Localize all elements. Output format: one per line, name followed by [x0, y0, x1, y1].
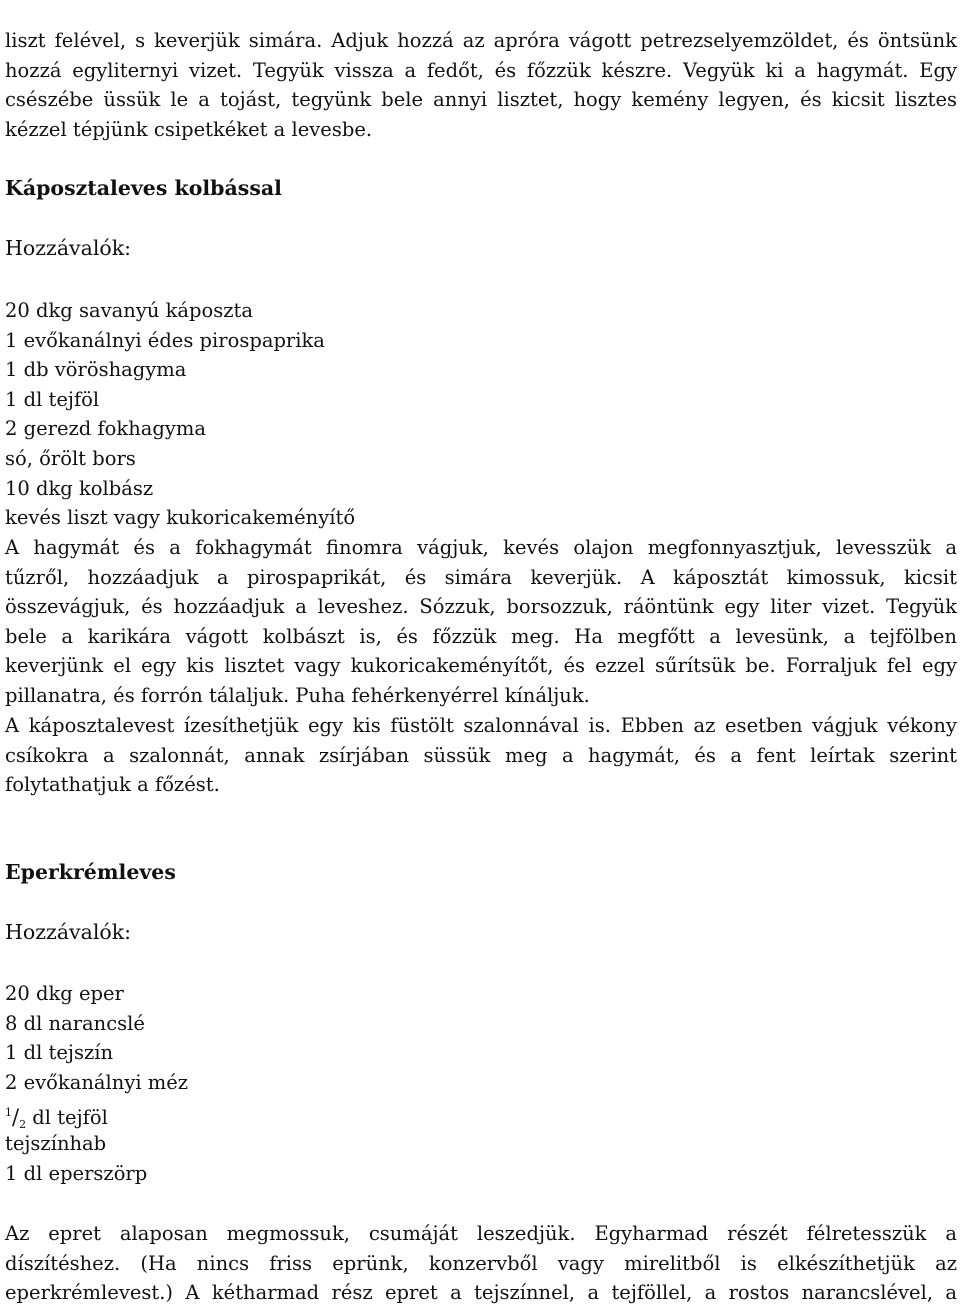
ingredient-item: 1 dl eperszörp — [5, 1161, 148, 1185]
fraction-denominator: 2 — [19, 1118, 27, 1132]
tip-line: csíkokra a szalonnát, annak zsírjában süssük meg a hagymát, és a fent leírtak szerint — [5, 743, 957, 767]
intro-line: hozzá egyliternyi vizet. Tegyük vissza a fedőt, és főzzük készre. Vegyük ki a hagymát. Egy — [5, 58, 957, 82]
tip-line: A káposztalevest ízesíthetjük egy kis füstölt szalonnával is. Ebben az esetben vágjuk vékony — [5, 714, 957, 737]
ingredients-label: Hozzávalók: — [5, 920, 132, 944]
method-line: pillanatra, és forrón tálaljuk. Puha fehérkenyérrel kínáljuk. — [5, 683, 590, 707]
ingredient-item: só, őrölt bors — [5, 446, 136, 470]
method-line: bele a karikára vágott kolbászt is, és főzzük meg. Ha megfőtt a levesünk, a tejfölben — [5, 624, 957, 648]
ingredient-item: 10 dkg kolbász — [5, 476, 154, 500]
ingredient-item: 1 dl tejszín — [5, 1041, 114, 1065]
intro-line: liszt felével, s keverjük simára. Adjuk hozzá az apróra vágott petrezselyemzöldet, és öntsünk — [5, 29, 957, 52]
intro-paragraph — [5, 26, 957, 144]
method-line: díszítéshez. (Ha nincs friss eprünk, konzervből vagy mirelitből is elkészíthetjük az — [5, 1251, 957, 1275]
method-line: eperkrémlevest.) A kétharmad rész epret a tejszínnel, a tejföllel, a rostos narancslével, a — [5, 1281, 957, 1305]
ingredient-item: kevés liszt vagy kukoricakeményítő — [5, 506, 356, 530]
method-line: tűzről, hozzáadjuk a pirospaprikát, és simára keverjük. A káposztát kimossuk, kicsit — [5, 565, 957, 589]
ingredient-item: 1 evőkanálnyi édes pirospaprika — [5, 328, 325, 352]
ingredient-list — [5, 979, 188, 1189]
intro-line: csészébe üssük le a tojást, tegyünk bele annyi lisztet, hogy kemény legyen, és kicsit lisztes — [5, 88, 957, 112]
ingredients-label: Hozzávalók: — [5, 236, 132, 260]
ingredient-item: 2 gerezd fokhagyma — [5, 417, 207, 441]
intro-line: kézzel tépjünk csipetkéket a levesbe. — [5, 117, 373, 141]
method-line: A hagymát és a fokhagymát finomra vágjuk, kevés olajon megfonnyasztjuk, levesszük a — [5, 536, 957, 559]
ingredient-item — [5, 1097, 188, 1132]
ingredient-text: dl tejföl — [26, 1106, 108, 1130]
tip-line: folytathatjuk a főzést. — [5, 773, 220, 797]
ingredient-item: 1 db vöröshagyma — [5, 358, 187, 382]
ingredient-item: 2 evőkanálnyi méz — [5, 1070, 189, 1094]
fraction-numerator: 1 — [5, 1106, 12, 1120]
recipe-title: Eperkrémleves — [5, 860, 176, 884]
method-line: összevágjuk, és hozzáadjuk a leveshez. Sózzuk, borsozzuk, ráöntünk egy liter vizet. Tegyük — [5, 595, 957, 619]
method-paragraph — [5, 533, 957, 711]
method-line: Az epret alaposan megmossuk, csumáját leszedjük. Egyharmad részét félretesszük a — [5, 1222, 957, 1245]
method-line: keverjünk el egy kis lisztet vagy kukoricakeményítőt, és ezzel sűrítsük be. Forraljuk fel egy — [5, 654, 957, 678]
ingredient-item: tejszínhab — [5, 1132, 107, 1156]
ingredient-item: 20 dkg eper — [5, 982, 124, 1005]
ingredient-item: 1 dl tejföl — [5, 387, 100, 411]
method-paragraph — [5, 1219, 957, 1308]
ingredient-list — [5, 296, 355, 533]
ingredient-item: 8 dl narancslé — [5, 1011, 145, 1035]
recipe-title: Káposztaleves kolbással — [5, 176, 282, 200]
fraction-slash: / — [12, 1105, 20, 1130]
ingredient-item: 20 dkg savanyú káposzta — [5, 299, 254, 322]
tip-paragraph — [5, 711, 957, 800]
